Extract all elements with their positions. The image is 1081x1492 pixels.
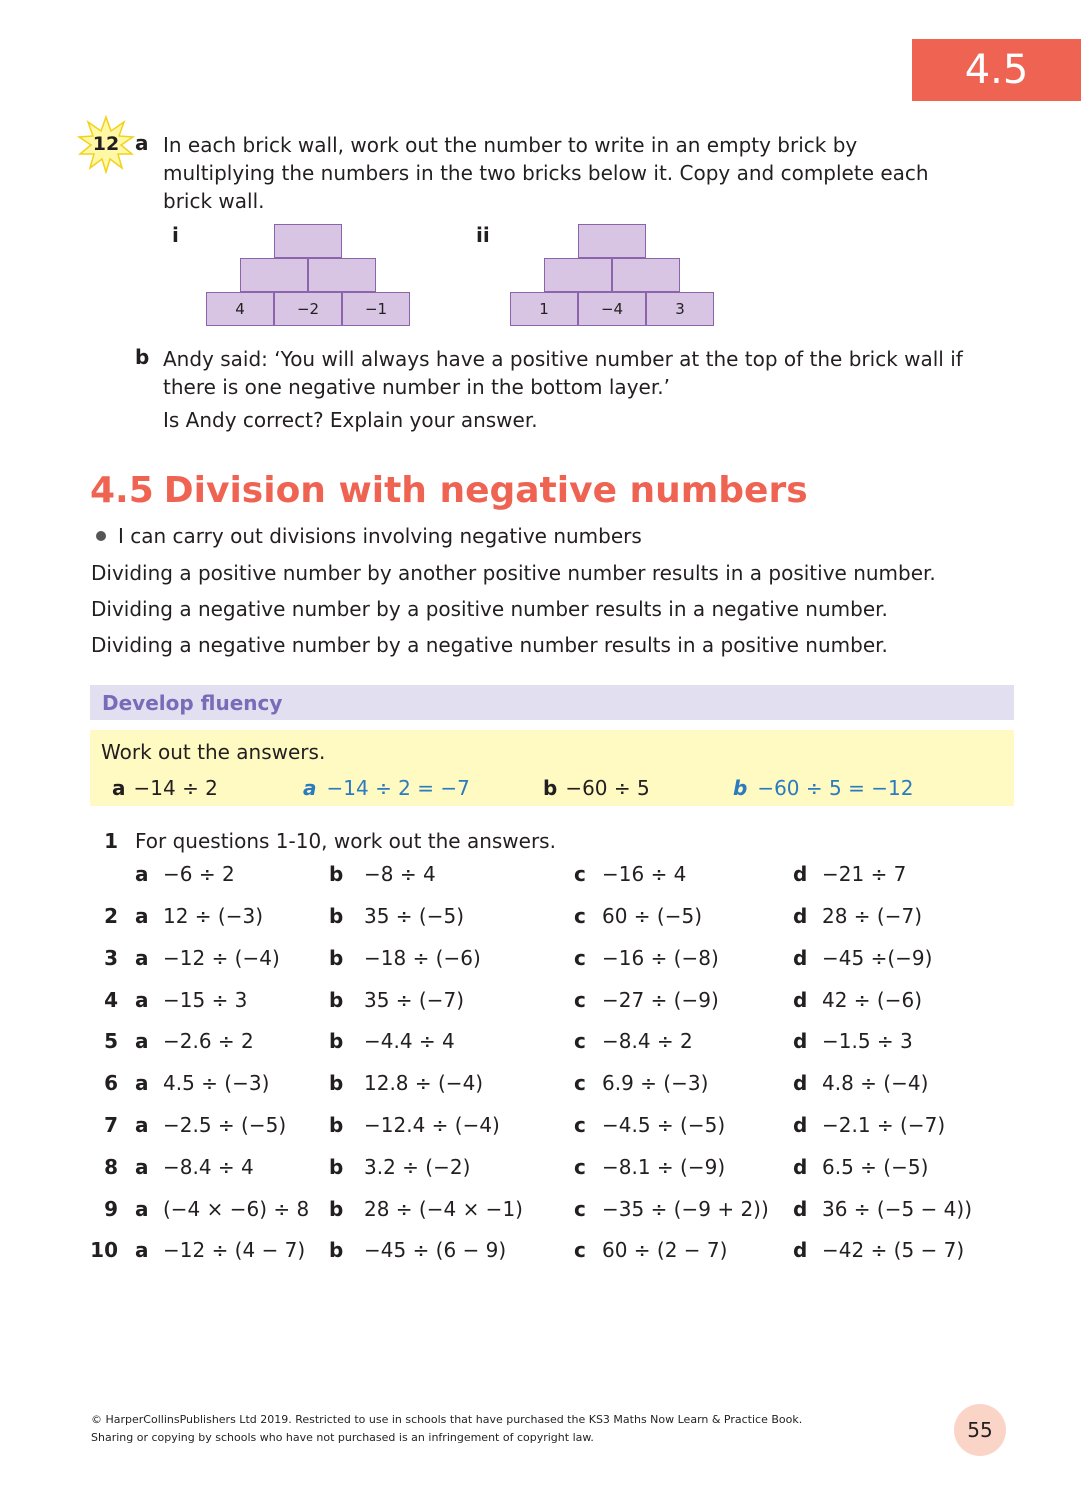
part-b-expression: 12.8 ÷ (−4) <box>364 1071 484 1095</box>
part-b-expression: −8 ÷ 4 <box>364 862 436 886</box>
example-b-answer-letter: b <box>733 776 748 800</box>
example-b-answer-text: −60 ÷ 5 = −12 <box>757 776 914 800</box>
part-a-expression: −2.5 ÷ (−5) <box>163 1113 287 1137</box>
part-a-expression: −12 ÷ (−4) <box>163 946 280 970</box>
brick-bottom: 3 <box>646 292 714 326</box>
brick-empty <box>274 224 342 258</box>
part-b-expression: −18 ÷ (−6) <box>364 946 481 970</box>
part-b-expression: −4.4 ÷ 4 <box>364 1029 455 1053</box>
part-letter: a <box>135 862 149 886</box>
worked-example-box <box>90 730 1014 806</box>
part-c-expression: −8.4 ÷ 2 <box>602 1029 693 1053</box>
part-a-expression: −15 ÷ 3 <box>163 988 248 1012</box>
question-row <box>0 988 1081 1018</box>
q12-part-a-text: In each brick wall, work out the number to write in an empty brick by multiplying the numbers in the two bricks below it. Copy and complete each brick wall. <box>163 133 929 213</box>
part-c-expression: −4.5 ÷ (−5) <box>602 1113 726 1137</box>
part-a-expression: (−4 × −6) ÷ 8 <box>163 1197 310 1221</box>
question-number: 10 <box>90 1238 118 1262</box>
example-b-letter: b <box>543 776 558 800</box>
part-letter: b <box>329 1238 344 1262</box>
brick-empty <box>612 258 680 292</box>
part-letter: c <box>574 1155 586 1179</box>
part-b-expression: 28 ÷ (−4 × −1) <box>364 1197 523 1221</box>
part-letter: b <box>329 1071 344 1095</box>
part-b-expression: −12.4 ÷ (−4) <box>364 1113 500 1137</box>
part-letter: d <box>793 1197 808 1221</box>
question-12-star-badge <box>76 114 136 174</box>
brick-bottom: −1 <box>342 292 410 326</box>
part-c-expression: −16 ÷ (−8) <box>602 946 719 970</box>
part-b-expression: 35 ÷ (−5) <box>364 904 465 928</box>
question-row <box>0 1197 1081 1227</box>
part-letter: c <box>574 1029 586 1053</box>
part-c-expression: 60 ÷ (−5) <box>602 904 703 928</box>
question-12-number: 12 <box>92 133 120 155</box>
part-a-expression: −8.4 ÷ 4 <box>163 1155 254 1179</box>
part-d-expression: −45 ÷(−9) <box>822 946 933 970</box>
section-number: 4.5 <box>90 470 154 511</box>
part-letter: b <box>329 1155 344 1179</box>
part-letter: d <box>793 946 808 970</box>
part-d-expression: 4.8 ÷ (−4) <box>822 1071 929 1095</box>
part-letter: c <box>574 862 586 886</box>
part-c-expression: 6.9 ÷ (−3) <box>602 1071 709 1095</box>
part-letter: a <box>135 1071 149 1095</box>
part-letter: d <box>793 988 808 1012</box>
part-d-expression: −1.5 ÷ 3 <box>822 1029 913 1053</box>
part-letter: a <box>135 1029 149 1053</box>
part-c-expression: −8.1 ÷ (−9) <box>602 1155 726 1179</box>
part-letter: a <box>135 946 149 970</box>
part-letter: a <box>135 1113 149 1137</box>
part-letter: b <box>329 988 344 1012</box>
objective-text: I can carry out divisions involving negative numbers <box>118 524 642 548</box>
develop-fluency-banner: Develop fluency <box>90 685 1014 720</box>
part-letter: a <box>135 1155 149 1179</box>
question-number: 7 <box>104 1113 118 1137</box>
question-row <box>0 1029 1081 1059</box>
wall-ii-label: ii <box>476 223 490 247</box>
part-letter: d <box>793 1071 808 1095</box>
example-instruction: Work out the answers. <box>101 740 326 764</box>
copyright-line-1: © HarperCollinsPublishers Ltd 2019. Restricted to use in schools that have purchased the KS3 Maths Now Learn & Practice Book. <box>91 1413 803 1426</box>
part-d-expression: −42 ÷ (5 − 7) <box>822 1238 965 1262</box>
part-d-expression: 28 ÷ (−7) <box>822 904 923 928</box>
question-row <box>0 1071 1081 1101</box>
part-letter: b <box>329 946 344 970</box>
part-b-expression: 3.2 ÷ (−2) <box>364 1155 471 1179</box>
copyright-line-2: Sharing or copying by schools who have not purchased is an infringement of copyright law. <box>91 1431 594 1444</box>
copyright-footer <box>91 1411 802 1447</box>
question-number: 9 <box>104 1197 118 1221</box>
question-number: 2 <box>104 904 118 928</box>
question-number: 3 <box>104 946 118 970</box>
part-d-expression: 42 ÷ (−6) <box>822 988 923 1012</box>
question-row <box>0 904 1081 934</box>
example-a-question <box>112 776 218 800</box>
part-b-expression: −45 ÷ (6 − 9) <box>364 1238 507 1262</box>
part-a-expression: −12 ÷ (4 − 7) <box>163 1238 306 1262</box>
brick-bottom: 4 <box>206 292 274 326</box>
page-number: 55 <box>954 1404 1006 1456</box>
example-a-answer-letter: a <box>303 776 317 800</box>
part-d-expression: −21 ÷ 7 <box>822 862 907 886</box>
part-a-expression: 12 ÷ (−3) <box>163 904 264 928</box>
question-row <box>0 1238 1081 1268</box>
question-number: 6 <box>104 1071 118 1095</box>
question-number: 4 <box>104 988 118 1012</box>
part-letter: c <box>574 1238 586 1262</box>
part-letter: d <box>793 1113 808 1137</box>
example-a-answer-text: −14 ÷ 2 = −7 <box>326 776 470 800</box>
part-letter: a <box>135 988 149 1012</box>
part-letter: c <box>574 904 586 928</box>
part-letter: d <box>793 904 808 928</box>
part-c-expression: −35 ÷ (−9 + 2)) <box>602 1197 769 1221</box>
q12-part-b-text: Andy said: ‘You will always have a positive number at the top of the brick wall if there is one negative number in the bottom layer.’ <box>163 347 963 399</box>
question-row <box>0 1113 1081 1143</box>
brick-empty <box>544 258 612 292</box>
section-title <box>90 470 808 511</box>
part-c-expression: 60 ÷ (2 − 7) <box>602 1238 728 1262</box>
explanation-paragraph: Dividing a negative number by a negative number results in a positive number. <box>91 633 888 657</box>
q12-part-b-letter: b <box>135 345 150 369</box>
part-letter: d <box>793 862 808 886</box>
learning-objective <box>96 524 642 548</box>
section-tab: 4.5 <box>912 39 1081 101</box>
example-a-answer <box>303 776 470 800</box>
part-letter: b <box>329 1197 344 1221</box>
part-letter: a <box>135 1197 149 1221</box>
part-letter: c <box>574 988 586 1012</box>
question-1-intro: For questions 1-10, work out the answers. <box>135 829 556 853</box>
part-letter: c <box>574 1113 586 1137</box>
part-a-expression: 4.5 ÷ (−3) <box>163 1071 270 1095</box>
part-c-expression: −16 ÷ 4 <box>602 862 687 886</box>
part-letter: c <box>574 946 586 970</box>
brick-empty <box>578 224 646 258</box>
part-letter: b <box>329 862 344 886</box>
section-title-text: Division with negative numbers <box>163 470 808 511</box>
part-c-expression: −27 ÷ (−9) <box>602 988 719 1012</box>
question-row <box>0 946 1081 976</box>
question-1-intro-row <box>0 829 1081 859</box>
brick-bottom: −2 <box>274 292 342 326</box>
bullet-icon <box>96 531 106 541</box>
example-b-answer <box>733 776 913 800</box>
part-letter: a <box>135 1238 149 1262</box>
brick-bottom: −4 <box>578 292 646 326</box>
part-letter: b <box>329 1113 344 1137</box>
question-number: 1 <box>104 829 118 853</box>
part-a-expression: −2.6 ÷ 2 <box>163 1029 254 1053</box>
part-letter: c <box>574 1071 586 1095</box>
question-number: 8 <box>104 1155 118 1179</box>
example-b-question <box>543 776 650 800</box>
part-letter: d <box>793 1029 808 1053</box>
question-row <box>0 862 1081 892</box>
question-number: 5 <box>104 1029 118 1053</box>
example-b-expression: −60 ÷ 5 <box>565 776 650 800</box>
part-a-expression: −6 ÷ 2 <box>163 862 235 886</box>
brick-empty <box>308 258 376 292</box>
brick-empty <box>240 258 308 292</box>
explanation-paragraph: Dividing a positive number by another positive number results in a positive number. <box>91 561 936 585</box>
part-letter: a <box>135 904 149 928</box>
question-row <box>0 1155 1081 1185</box>
part-letter: d <box>793 1238 808 1262</box>
explanation-paragraph: Dividing a negative number by a positive number results in a negative number. <box>91 597 888 621</box>
part-letter: b <box>329 1029 344 1053</box>
q12-part-b-question: Is Andy correct? Explain your answer. <box>163 408 538 432</box>
part-b-expression: 35 ÷ (−7) <box>364 988 465 1012</box>
part-letter: b <box>329 904 344 928</box>
part-d-expression: 6.5 ÷ (−5) <box>822 1155 929 1179</box>
brick-bottom: 1 <box>510 292 578 326</box>
part-letter: d <box>793 1155 808 1179</box>
example-a-letter: a <box>112 776 126 800</box>
q12-part-a-letter: a <box>135 131 149 155</box>
wall-i-label: i <box>172 223 179 247</box>
example-a-expression: −14 ÷ 2 <box>133 776 218 800</box>
part-d-expression: −2.1 ÷ (−7) <box>822 1113 946 1137</box>
part-letter: c <box>574 1197 586 1221</box>
part-d-expression: 36 ÷ (−5 − 4)) <box>822 1197 973 1221</box>
